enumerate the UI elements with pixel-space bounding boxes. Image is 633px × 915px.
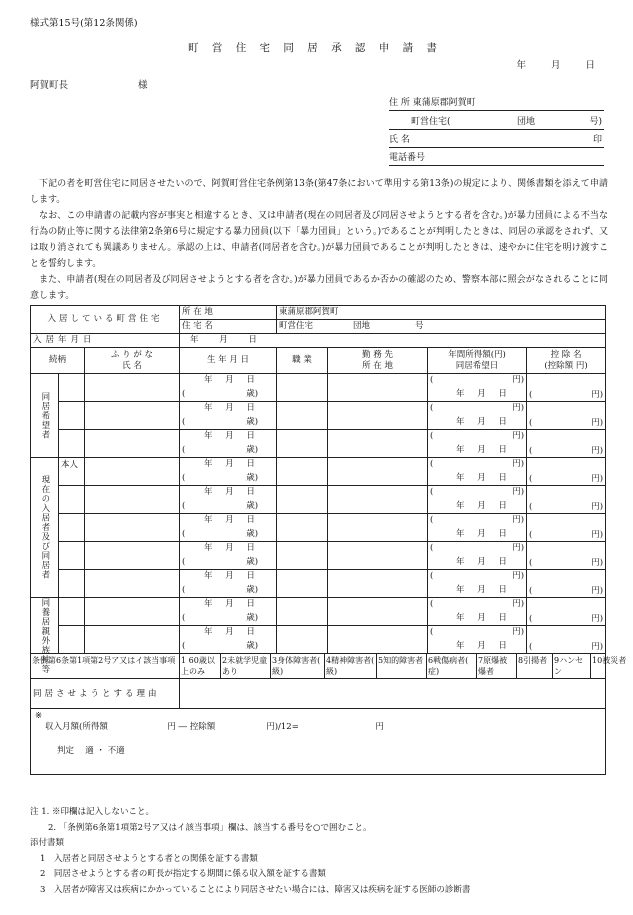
judgement: 判定 適 ・ 不適 xyxy=(57,746,125,757)
addressee-suffix: 様 xyxy=(138,80,148,91)
relation-cell[interactable] xyxy=(59,402,85,430)
office-mark: ※ xyxy=(35,711,43,721)
category-option[interactable]: 5知的障害者 xyxy=(376,654,426,678)
name-cell[interactable] xyxy=(85,542,180,570)
occupation-cell[interactable] xyxy=(277,458,328,486)
age-close: 歳) xyxy=(246,612,259,623)
location-label: 所 在 地 xyxy=(180,306,277,320)
name-cell[interactable] xyxy=(85,598,180,626)
age-cell[interactable] xyxy=(180,500,277,514)
age-cell[interactable] xyxy=(180,612,277,626)
desired-date-text: 年 月 日 xyxy=(456,416,507,427)
occupation-cell[interactable] xyxy=(277,402,328,430)
income-close: 円) xyxy=(512,599,525,610)
housing-name-value[interactable]: 町営住宅 団地 号 xyxy=(277,320,606,334)
desired-date-cell[interactable] xyxy=(428,640,527,654)
category-option[interactable]: 4精神障害者( 級) xyxy=(326,656,375,676)
location-value[interactable]: 東蒲原郡阿賀町 xyxy=(277,306,606,320)
age-close: 歳) xyxy=(246,388,259,399)
deduction-close: 円) xyxy=(591,446,604,457)
desired-date-text: 年 月 日 xyxy=(456,500,507,511)
relation-cell[interactable] xyxy=(59,598,85,626)
income-close: 円) xyxy=(512,431,525,442)
deduction-close: 円) xyxy=(591,530,604,541)
birthdate-cell[interactable] xyxy=(180,626,277,640)
income-cell[interactable] xyxy=(428,374,527,388)
occupation-cell[interactable] xyxy=(277,542,328,570)
age-open: ( xyxy=(182,472,186,483)
birthdate-cell[interactable] xyxy=(180,486,277,500)
category-header: 条例第6条第1項第2号ア又はイ該当事項 xyxy=(31,654,180,679)
deduction-close: 円) xyxy=(591,558,604,569)
income-close: 円) xyxy=(512,543,525,554)
header-name: ふ り が な 氏 名 xyxy=(85,348,180,374)
header-relation: 続柄 xyxy=(31,348,85,374)
group-hope-label: 同居希望者 xyxy=(31,374,59,458)
housing-go: 号) xyxy=(589,117,602,127)
paragraph-request: 下記の者を町営住宅に同居させたいので、阿賀町営住宅条例第13条(第47条において準用する第13条)の規定により、関係書類を添えて申請します。 xyxy=(30,179,608,205)
desired-date-cell[interactable] xyxy=(428,444,527,458)
category-option[interactable]: 3身体障害者( 級) xyxy=(270,654,324,678)
attachments-title: 添付書類 xyxy=(30,838,65,848)
age-close: 歳) xyxy=(246,472,259,483)
relation-cell[interactable] xyxy=(59,542,85,570)
applicant-name-field[interactable] xyxy=(389,133,604,148)
income-open: ( xyxy=(430,627,434,638)
birthdate-cell[interactable] xyxy=(180,402,277,416)
name-cell[interactable] xyxy=(85,486,180,514)
age-close: 歳) xyxy=(246,500,259,511)
income-open: ( xyxy=(430,431,434,442)
income-close: 円) xyxy=(512,459,525,470)
birthdate-cell[interactable] xyxy=(180,430,277,444)
notes-section xyxy=(30,805,470,898)
desired-date-text: 年 月 日 xyxy=(456,528,507,539)
age-close: 歳) xyxy=(246,528,259,539)
income-open: ( xyxy=(430,375,434,386)
birth-date-text: 年 月 日 xyxy=(204,459,255,470)
category-option[interactable]: 6戦傷病者( 症) xyxy=(426,654,476,678)
relation-cell[interactable] xyxy=(59,486,85,514)
desired-date-text: 年 月 日 xyxy=(456,556,507,567)
desired-date-cell[interactable] xyxy=(428,416,527,430)
income-cell[interactable] xyxy=(428,458,527,472)
income-open: ( xyxy=(430,515,434,526)
group-support-label: 同養居親外族扶等 xyxy=(31,598,59,654)
application-text xyxy=(30,176,608,304)
name-cell[interactable] xyxy=(85,458,180,486)
paragraph-consent: また、申請者(現在の同居者及び同居させようとする者を含む。)が暴力団員であるか否かの確認のため、警察本部に照会がなされることに同意します。 xyxy=(30,275,608,301)
reason-label: 同居させようとする理由 xyxy=(31,679,180,709)
occupation-cell[interactable] xyxy=(277,430,328,458)
deduction-cell[interactable] xyxy=(527,570,606,598)
relation-cell[interactable] xyxy=(59,514,85,542)
birthdate-cell[interactable] xyxy=(180,458,277,472)
deduction-open: ( xyxy=(529,586,533,597)
birth-date-text: 年 月 日 xyxy=(204,487,255,498)
workplace-cell[interactable] xyxy=(328,430,428,458)
housing-danchi: 団地 xyxy=(517,117,536,127)
relation-cell[interactable] xyxy=(59,374,85,402)
income-cell[interactable] xyxy=(428,542,527,556)
move-in-label: 入居年月日 xyxy=(31,334,180,348)
age-cell[interactable] xyxy=(180,556,277,570)
name-label: 氏 名 xyxy=(389,135,410,145)
birthdate-cell[interactable] xyxy=(180,374,277,388)
housing-label: 町営住宅( xyxy=(411,117,451,127)
category-option[interactable]: 10被災者 xyxy=(590,654,633,678)
deduction-cell[interactable] xyxy=(527,458,606,486)
age-close: 歳) xyxy=(246,584,259,595)
desired-date-text: 年 月 日 xyxy=(456,444,507,455)
desired-date-text: 年 月 日 xyxy=(456,388,507,399)
attachment-2: 2 同居させようとする者の町長が指定する期間に係る収入額を証する書類 xyxy=(40,869,326,879)
occupation-cell[interactable] xyxy=(277,598,328,626)
desired-date-cell[interactable] xyxy=(428,612,527,626)
age-close: 歳) xyxy=(246,416,259,427)
workplace-cell[interactable] xyxy=(328,374,428,402)
group-current-label: 現在の入居者及び同居者 xyxy=(31,458,59,598)
birth-date-text: 年 月 日 xyxy=(204,599,255,610)
age-cell[interactable] xyxy=(180,472,277,486)
income-cell[interactable] xyxy=(428,626,527,640)
occupation-cell[interactable] xyxy=(277,486,328,514)
desired-date-cell[interactable] xyxy=(428,528,527,542)
relation-cell[interactable] xyxy=(59,570,85,598)
age-open: ( xyxy=(182,584,186,595)
deduction-cell[interactable] xyxy=(527,626,606,654)
attachment-1: 1 入居者と同居させようとする者との関係を証する書類 xyxy=(40,853,258,864)
deduction-open: ( xyxy=(529,558,533,569)
category-option[interactable]: 2未就学児童あり xyxy=(220,654,270,678)
deduction-cell[interactable] xyxy=(527,542,606,570)
name-cell[interactable] xyxy=(85,402,180,430)
category-option[interactable]: 7原爆被爆者 xyxy=(476,654,516,678)
age-open: ( xyxy=(182,444,186,455)
birth-date-text: 年 月 日 xyxy=(204,375,255,386)
desired-date-cell[interactable] xyxy=(428,500,527,514)
age-close: 歳) xyxy=(246,556,259,567)
name-cell[interactable] xyxy=(85,570,180,598)
workplace-cell[interactable] xyxy=(328,402,428,430)
occupation-cell[interactable] xyxy=(277,570,328,598)
header-birthdate: 生 年 月 日 xyxy=(180,348,277,374)
deduction-cell[interactable] xyxy=(527,486,606,514)
deduction-cell[interactable] xyxy=(527,598,606,626)
income-open: ( xyxy=(430,487,434,498)
income-cell[interactable] xyxy=(428,486,527,500)
category-option[interactable]: 8引揚者 xyxy=(516,654,552,678)
header-occupation: 職 業 xyxy=(277,348,328,374)
age-cell[interactable] xyxy=(180,528,277,542)
attachment-3: 3 入居者が障害又は疾病にかかっていることにより同居させたい場合には、障害又は疾病を証する医師の診断書 xyxy=(40,884,471,895)
deduction-close: 円) xyxy=(591,586,604,597)
category-options xyxy=(180,654,627,678)
note-2: 2. 「条例第6条第1項第2号ア又はイ該当事項」欄は、該当する番号を○で囲むこと。 xyxy=(48,822,372,833)
seal-mark: 印 xyxy=(592,135,602,145)
relation-cell[interactable] xyxy=(59,430,85,458)
occupation-cell[interactable] xyxy=(277,626,328,654)
birth-date-text: 年 月 日 xyxy=(204,515,255,526)
deduction-close: 円) xyxy=(591,418,604,429)
deduction-cell[interactable] xyxy=(527,430,606,458)
birthdate-cell[interactable] xyxy=(180,570,277,584)
desired-date-cell[interactable] xyxy=(428,472,527,486)
category-option[interactable]: 9ハンセン xyxy=(552,654,590,678)
application-date[interactable]: 年 月 日 xyxy=(516,60,595,71)
age-open: ( xyxy=(182,388,186,399)
income-open: ( xyxy=(430,571,434,582)
deduction-open: ( xyxy=(529,614,533,625)
occupation-cell[interactable] xyxy=(277,514,328,542)
move-in-date[interactable]: 年 月 日 xyxy=(180,334,606,348)
income-close: 円) xyxy=(512,487,525,498)
income-close: 円) xyxy=(512,627,525,638)
form-number: 様式第15号(第12条関係) xyxy=(30,18,138,29)
age-close: 歳) xyxy=(246,640,259,651)
desired-date-text: 年 月 日 xyxy=(456,640,507,651)
deduction-cell[interactable] xyxy=(527,514,606,542)
applicant-housing-field[interactable] xyxy=(389,115,604,130)
applicant-address-field[interactable]: 住 所 東蒲原郡阿賀町 xyxy=(389,96,604,111)
current-housing-label: 入居している町営住宅 xyxy=(31,306,180,334)
income-close: 円) xyxy=(512,571,525,582)
workplace-cell[interactable] xyxy=(328,598,428,626)
age-cell[interactable] xyxy=(180,640,277,654)
header-workplace: 勤 務 先 所 在 地 xyxy=(328,348,428,374)
birthdate-cell[interactable] xyxy=(180,514,277,528)
income-cell[interactable] xyxy=(428,402,527,416)
paragraph-gang-clause: なお、この申請書の記載内容が事実と相違するとき、又は申請者(現在の同居者及び同居させようとする者を含む。)が暴力団員による不当な行為の防止等に関する法律第2条第6号に規定する暴力団員(以下「暴力団員」という。)であることが判明したときは、同居の承認をされず、又は取り消されても異議ありません。承認の上は、申請者(同居者を含む。)が暴力団員であることが判明したときは、速やかに住宅を明け渡すことを誓約します。 xyxy=(30,211,608,269)
age-cell[interactable] xyxy=(180,584,277,598)
age-open: ( xyxy=(182,500,186,511)
deduction-open: ( xyxy=(529,390,533,401)
income-close: 円) xyxy=(512,375,525,386)
deduction-close: 円) xyxy=(591,502,604,513)
desired-date-text: 年 月 日 xyxy=(456,472,507,483)
desired-date-cell[interactable] xyxy=(428,584,527,598)
name-cell[interactable] xyxy=(85,374,180,402)
addressee xyxy=(30,80,148,92)
housing-name-label: 住 宅 名 xyxy=(180,320,277,334)
age-open: ( xyxy=(182,416,186,427)
relation-cell[interactable]: 本人 xyxy=(59,458,85,486)
income-cell[interactable] xyxy=(428,598,527,612)
relation-cell[interactable] xyxy=(59,626,85,654)
workplace-cell[interactable] xyxy=(328,458,428,486)
desired-date-text: 年 月 日 xyxy=(456,584,507,595)
age-cell[interactable] xyxy=(180,388,277,402)
income-open: ( xyxy=(430,543,434,554)
deduction-cell[interactable] xyxy=(527,374,606,402)
header-income: 年間所得額(円) 同居希望日 xyxy=(428,348,527,374)
note-1: 注 1. ※印欄は記入しないこと。 xyxy=(30,807,155,817)
income-close: 円) xyxy=(512,403,525,414)
workplace-cell[interactable] xyxy=(328,486,428,514)
birthdate-cell[interactable] xyxy=(180,542,277,556)
birth-date-text: 年 月 日 xyxy=(204,627,255,638)
age-open: ( xyxy=(182,612,186,623)
income-calculation: 収入月額(所得額 円 ― 控除額 円)/12= 円 xyxy=(45,721,384,732)
workplace-cell[interactable] xyxy=(328,570,428,598)
birth-date-text: 年 月 日 xyxy=(204,571,255,582)
age-close: 歳) xyxy=(246,444,259,455)
occupation-cell[interactable] xyxy=(277,374,328,402)
deduction-open: ( xyxy=(529,418,533,429)
name-cell[interactable] xyxy=(85,514,180,542)
deduction-open: ( xyxy=(529,642,533,653)
age-open: ( xyxy=(182,528,186,539)
deduction-close: 円) xyxy=(591,642,604,653)
page-title: 町 営 住 宅 同 居 承 認 申 請 書 xyxy=(188,42,442,54)
income-cell[interactable] xyxy=(428,570,527,584)
deduction-open: ( xyxy=(529,474,533,485)
addressee-name: 阿賀町長 xyxy=(30,80,69,91)
workplace-cell[interactable] xyxy=(328,542,428,570)
name-cell[interactable] xyxy=(85,430,180,458)
deduction-open: ( xyxy=(529,502,533,513)
age-open: ( xyxy=(182,556,186,567)
age-cell[interactable] xyxy=(180,444,277,458)
deduction-open: ( xyxy=(529,446,533,457)
birth-date-text: 年 月 日 xyxy=(204,543,255,554)
deduction-close: 円) xyxy=(591,474,604,485)
birth-date-text: 年 月 日 xyxy=(204,403,255,414)
age-cell[interactable] xyxy=(180,416,277,430)
income-open: ( xyxy=(430,599,434,610)
header-deduction: 控 除 名 (控除額 円) xyxy=(527,348,606,374)
office-use-area xyxy=(31,709,606,775)
category-option[interactable]: 1 60歳以上のみ xyxy=(181,656,215,676)
application-table xyxy=(30,305,627,775)
workplace-cell[interactable] xyxy=(328,514,428,542)
reason-field[interactable] xyxy=(180,679,606,709)
applicant-phone-field[interactable]: 電話番号 xyxy=(389,151,604,166)
desired-date-cell[interactable] xyxy=(428,556,527,570)
income-close: 円) xyxy=(512,515,525,526)
deduction-close: 円) xyxy=(591,614,604,625)
age-open: ( xyxy=(182,640,186,651)
income-open: ( xyxy=(430,403,434,414)
income-cell[interactable] xyxy=(428,514,527,528)
income-cell[interactable] xyxy=(428,430,527,444)
name-cell[interactable] xyxy=(85,626,180,654)
deduction-close: 円) xyxy=(591,390,604,401)
workplace-cell[interactable] xyxy=(328,626,428,654)
deduction-cell[interactable] xyxy=(527,402,606,430)
desired-date-text: 年 月 日 xyxy=(456,612,507,623)
birthdate-cell[interactable] xyxy=(180,598,277,612)
desired-date-cell[interactable] xyxy=(428,388,527,402)
income-open: ( xyxy=(430,459,434,470)
birth-date-text: 年 月 日 xyxy=(204,431,255,442)
deduction-open: ( xyxy=(529,530,533,541)
